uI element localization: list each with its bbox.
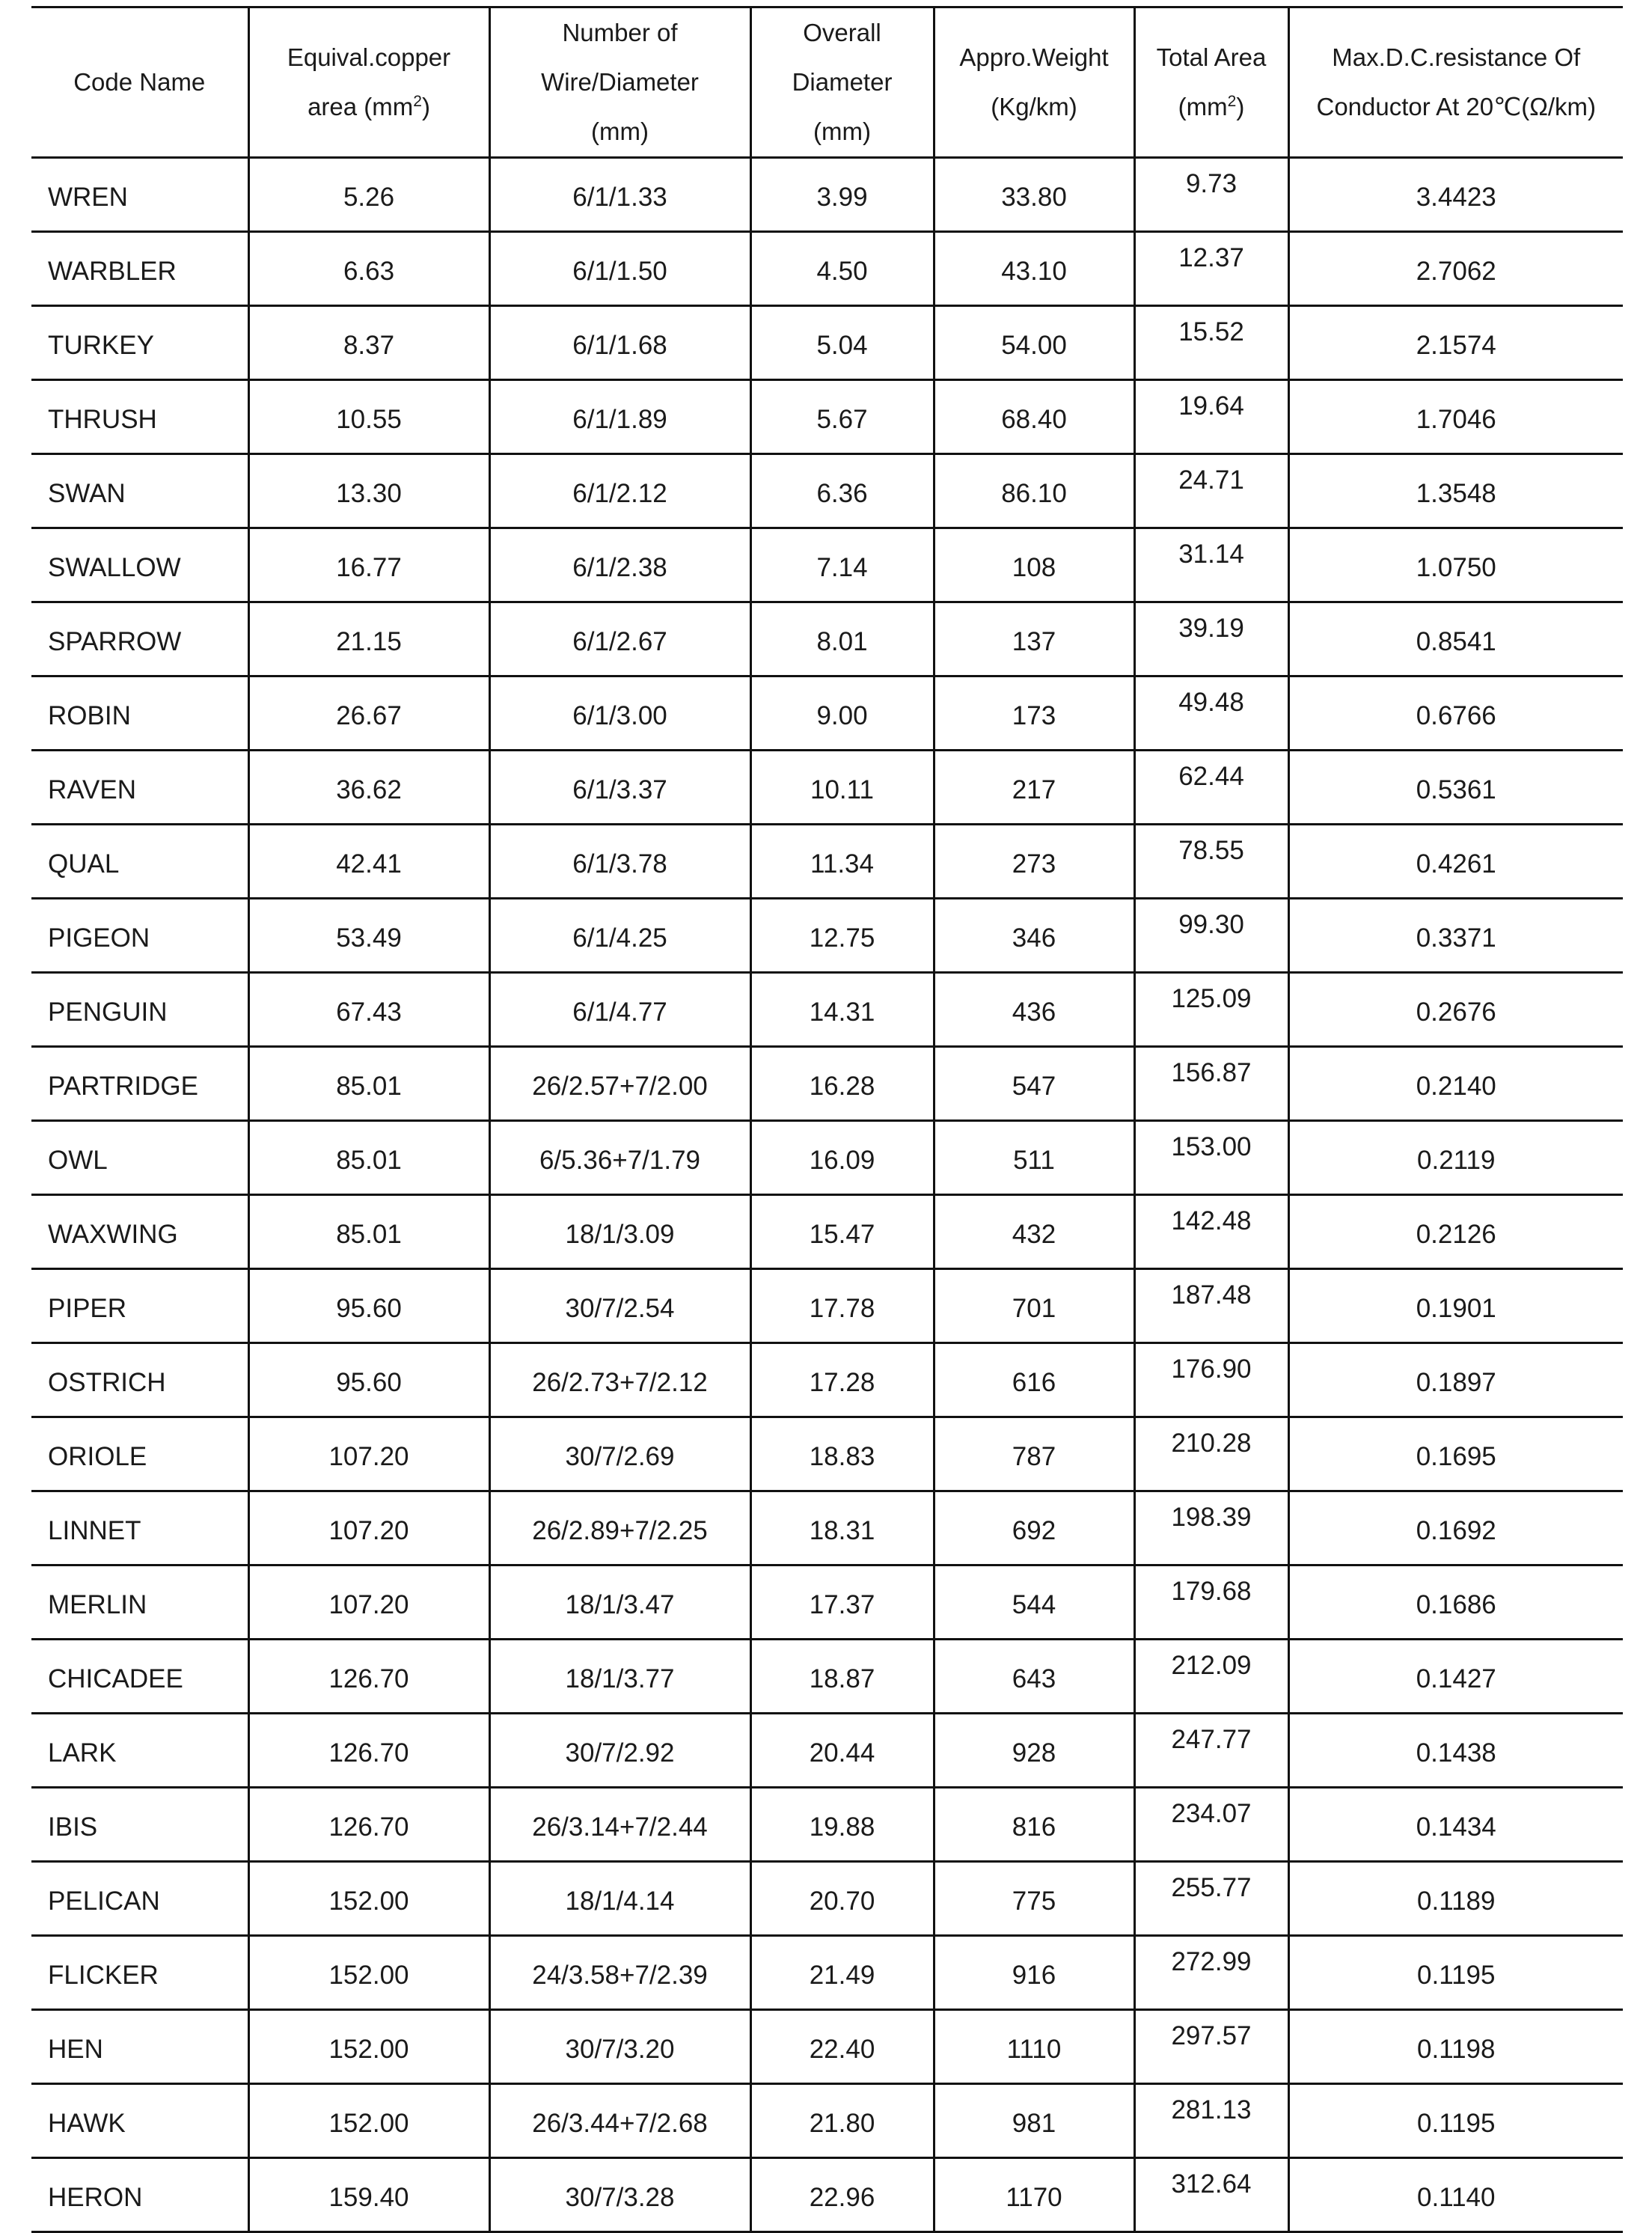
wire-diameter-cell: 30/7/2.69 (489, 1417, 750, 1491)
equival-copper-area-cell: 126.70 (248, 1788, 489, 1862)
table-row (31, 825, 1623, 899)
equival-copper-area-cell: 159.40 (248, 2158, 489, 2232)
header-number-of-wire-diameter (489, 7, 750, 158)
table-row (31, 1343, 1623, 1417)
wire-diameter-cell: 26/2.73+7/2.12 (489, 1343, 750, 1417)
overall-diameter-cell: 19.88 (750, 1788, 934, 1862)
overall-diameter-cell: 15.47 (750, 1195, 934, 1269)
code-name-cell: PIGEON (31, 899, 248, 973)
equival-copper-area-cell: 126.70 (248, 1714, 489, 1788)
overall-diameter-cell: 22.96 (750, 2158, 934, 2232)
overall-diameter-cell: 8.01 (750, 602, 934, 676)
header-appro-weight (934, 7, 1134, 158)
total-area-cell: 297.57 (1134, 2010, 1288, 2084)
code-name-cell: LARK (31, 1714, 248, 1788)
total-area-cell: 15.52 (1134, 306, 1288, 380)
header-overall-diameter (750, 7, 934, 158)
weight-cell: 54.00 (934, 306, 1134, 380)
table-header (31, 7, 1623, 158)
conductor-spec-table (31, 6, 1623, 2233)
weight-cell: 544 (934, 1565, 1134, 1640)
overall-diameter-cell: 12.75 (750, 899, 934, 973)
code-name-cell: THRUSH (31, 380, 248, 454)
total-area-cell: 19.64 (1134, 380, 1288, 454)
wire-diameter-cell: 6/1/2.38 (489, 528, 750, 602)
equival-copper-area-cell: 42.41 (248, 825, 489, 899)
weight-cell: 787 (934, 1417, 1134, 1491)
equival-copper-area-cell: 53.49 (248, 899, 489, 973)
overall-diameter-cell: 20.70 (750, 1862, 934, 1936)
code-name-cell: ROBIN (31, 676, 248, 751)
table-body (31, 158, 1623, 2232)
header-superscript: 2 (1227, 93, 1237, 110)
header-max-dc-resistance (1288, 7, 1623, 158)
total-area-cell: 78.55 (1134, 825, 1288, 899)
wire-diameter-cell: 30/7/2.54 (489, 1269, 750, 1343)
table-row (31, 1491, 1623, 1565)
equival-copper-area-cell: 21.15 (248, 602, 489, 676)
equival-copper-area-cell: 126.70 (248, 1640, 489, 1714)
wire-diameter-cell: 26/2.57+7/2.00 (489, 1047, 750, 1121)
dc-resistance-cell: 0.1686 (1288, 1565, 1623, 1640)
table-row (31, 2084, 1623, 2158)
overall-diameter-cell: 17.37 (750, 1565, 934, 1640)
overall-diameter-cell: 17.28 (750, 1343, 934, 1417)
overall-diameter-cell: 20.44 (750, 1714, 934, 1788)
weight-cell: 432 (934, 1195, 1134, 1269)
overall-diameter-cell: 6.36 (750, 454, 934, 528)
total-area-cell: 247.77 (1134, 1714, 1288, 1788)
wire-diameter-cell: 18/1/4.14 (489, 1862, 750, 1936)
weight-cell: 68.40 (934, 380, 1134, 454)
total-area-cell: 125.09 (1134, 973, 1288, 1047)
total-area-cell: 272.99 (1134, 1936, 1288, 2010)
overall-diameter-cell: 11.34 (750, 825, 934, 899)
dc-resistance-cell: 0.1427 (1288, 1640, 1623, 1714)
overall-diameter-cell: 21.80 (750, 2084, 934, 2158)
header-line: (mm (1178, 93, 1228, 120)
table-row (31, 1047, 1623, 1121)
overall-diameter-cell: 18.83 (750, 1417, 934, 1491)
code-name-cell: WAXWING (31, 1195, 248, 1269)
overall-diameter-cell: 5.67 (750, 380, 934, 454)
wire-diameter-cell: 26/2.89+7/2.25 (489, 1491, 750, 1565)
total-area-cell: 62.44 (1134, 751, 1288, 825)
header-line: Conductor At 20℃(Ω/km) (1316, 93, 1597, 120)
weight-cell: 981 (934, 2084, 1134, 2158)
equival-copper-area-cell: 152.00 (248, 1862, 489, 1936)
weight-cell: 137 (934, 602, 1134, 676)
header-line: area (mm (308, 93, 414, 120)
table-row (31, 306, 1623, 380)
table-row (31, 676, 1623, 751)
wire-diameter-cell: 18/1/3.09 (489, 1195, 750, 1269)
code-name-cell: RAVEN (31, 751, 248, 825)
overall-diameter-cell: 4.50 (750, 232, 934, 306)
wire-diameter-cell: 30/7/2.92 (489, 1714, 750, 1788)
equival-copper-area-cell: 107.20 (248, 1565, 489, 1640)
dc-resistance-cell: 0.1195 (1288, 1936, 1623, 2010)
overall-diameter-cell: 9.00 (750, 676, 934, 751)
table-row (31, 1862, 1623, 1936)
dc-resistance-cell: 3.4423 (1288, 158, 1623, 232)
weight-cell: 616 (934, 1343, 1134, 1417)
table-row (31, 1640, 1623, 1714)
code-name-cell: SWAN (31, 454, 248, 528)
equival-copper-area-cell: 8.37 (248, 306, 489, 380)
overall-diameter-cell: 7.14 (750, 528, 934, 602)
overall-diameter-cell: 21.49 (750, 1936, 934, 2010)
dc-resistance-cell: 0.1438 (1288, 1714, 1623, 1788)
header-line: Code Name (73, 68, 206, 96)
dc-resistance-cell: 0.1195 (1288, 2084, 1623, 2158)
dc-resistance-cell: 0.6766 (1288, 676, 1623, 751)
code-name-cell: HEN (31, 2010, 248, 2084)
header-total-area (1134, 7, 1288, 158)
weight-cell: 273 (934, 825, 1134, 899)
wire-diameter-cell: 6/1/1.50 (489, 232, 750, 306)
weight-cell: 701 (934, 1269, 1134, 1343)
wire-diameter-cell: 26/3.44+7/2.68 (489, 2084, 750, 2158)
weight-cell: 346 (934, 899, 1134, 973)
code-name-cell: HERON (31, 2158, 248, 2232)
code-name-cell: TURKEY (31, 306, 248, 380)
weight-cell: 511 (934, 1121, 1134, 1195)
header-line: (mm) (591, 117, 649, 145)
overall-diameter-cell: 16.28 (750, 1047, 934, 1121)
wire-diameter-cell: 26/3.14+7/2.44 (489, 1788, 750, 1862)
table-row (31, 1936, 1623, 2010)
dc-resistance-cell: 0.1198 (1288, 2010, 1623, 2084)
equival-copper-area-cell: 85.01 (248, 1195, 489, 1269)
table-row (31, 454, 1623, 528)
wire-diameter-cell: 6/1/1.33 (489, 158, 750, 232)
weight-cell: 1110 (934, 2010, 1134, 2084)
table-row (31, 602, 1623, 676)
code-name-cell: OSTRICH (31, 1343, 248, 1417)
total-area-cell: 312.64 (1134, 2158, 1288, 2232)
wire-diameter-cell: 6/1/1.68 (489, 306, 750, 380)
dc-resistance-cell: 0.8541 (1288, 602, 1623, 676)
code-name-cell: CHICADEE (31, 1640, 248, 1714)
table-row (31, 2010, 1623, 2084)
total-area-cell: 31.14 (1134, 528, 1288, 602)
wire-diameter-cell: 6/5.36+7/1.79 (489, 1121, 750, 1195)
table-row (31, 1269, 1623, 1343)
dc-resistance-cell: 0.5361 (1288, 751, 1623, 825)
wire-diameter-cell: 6/1/1.89 (489, 380, 750, 454)
overall-diameter-cell: 18.87 (750, 1640, 934, 1714)
equival-copper-area-cell: 107.20 (248, 1417, 489, 1491)
dc-resistance-cell: 0.4261 (1288, 825, 1623, 899)
overall-diameter-cell: 18.31 (750, 1491, 934, 1565)
code-name-cell: SWALLOW (31, 528, 248, 602)
equival-copper-area-cell: 152.00 (248, 1936, 489, 2010)
header-line: (mm) (813, 117, 871, 145)
code-name-cell: LINNET (31, 1491, 248, 1565)
dc-resistance-cell: 0.1434 (1288, 1788, 1623, 1862)
code-name-cell: QUAL (31, 825, 248, 899)
dc-resistance-cell: 0.2676 (1288, 973, 1623, 1047)
table-row (31, 1788, 1623, 1862)
weight-cell: 916 (934, 1936, 1134, 2010)
total-area-cell: 281.13 (1134, 2084, 1288, 2158)
table-row (31, 973, 1623, 1047)
overall-diameter-cell: 17.78 (750, 1269, 934, 1343)
wire-diameter-cell: 30/7/3.28 (489, 2158, 750, 2232)
code-name-cell: PELICAN (31, 1862, 248, 1936)
weight-cell: 43.10 (934, 232, 1134, 306)
equival-copper-area-cell: 6.63 (248, 232, 489, 306)
total-area-cell: 187.48 (1134, 1269, 1288, 1343)
code-name-cell: FLICKER (31, 1936, 248, 2010)
weight-cell: 217 (934, 751, 1134, 825)
dc-resistance-cell: 1.0750 (1288, 528, 1623, 602)
header-line: Diameter (792, 68, 893, 96)
weight-cell: 692 (934, 1491, 1134, 1565)
weight-cell: 436 (934, 973, 1134, 1047)
overall-diameter-cell: 22.40 (750, 2010, 934, 2084)
header-line: ) (1236, 93, 1245, 120)
header-line: Total Area (1156, 43, 1267, 71)
dc-resistance-cell: 0.1140 (1288, 2158, 1623, 2232)
equival-copper-area-cell: 95.60 (248, 1343, 489, 1417)
dc-resistance-cell: 0.1897 (1288, 1343, 1623, 1417)
equival-copper-area-cell: 13.30 (248, 454, 489, 528)
header-line: (Kg/km) (991, 93, 1077, 120)
code-name-cell: HAWK (31, 2084, 248, 2158)
total-area-cell: 9.73 (1134, 158, 1288, 232)
equival-copper-area-cell: 36.62 (248, 751, 489, 825)
equival-copper-area-cell: 26.67 (248, 676, 489, 751)
table-row (31, 1121, 1623, 1195)
equival-copper-area-cell: 85.01 (248, 1047, 489, 1121)
weight-cell: 775 (934, 1862, 1134, 1936)
code-name-cell: PENGUIN (31, 973, 248, 1047)
header-line: Equival.copper (287, 43, 451, 71)
dc-resistance-cell: 2.1574 (1288, 306, 1623, 380)
total-area-cell: 153.00 (1134, 1121, 1288, 1195)
code-name-cell: SPARROW (31, 602, 248, 676)
wire-diameter-cell: 6/1/2.67 (489, 602, 750, 676)
table-row (31, 751, 1623, 825)
table-row (31, 2158, 1623, 2232)
code-name-cell: PARTRIDGE (31, 1047, 248, 1121)
equival-copper-area-cell: 152.00 (248, 2010, 489, 2084)
code-name-cell: OWL (31, 1121, 248, 1195)
total-area-cell: 234.07 (1134, 1788, 1288, 1862)
table-row (31, 1195, 1623, 1269)
dc-resistance-cell: 0.3371 (1288, 899, 1623, 973)
total-area-cell: 49.48 (1134, 676, 1288, 751)
wire-diameter-cell: 6/1/3.78 (489, 825, 750, 899)
equival-copper-area-cell: 107.20 (248, 1491, 489, 1565)
code-name-cell: WREN (31, 158, 248, 232)
weight-cell: 33.80 (934, 158, 1134, 232)
dc-resistance-cell: 0.1695 (1288, 1417, 1623, 1491)
total-area-cell: 156.87 (1134, 1047, 1288, 1121)
overall-diameter-cell: 10.11 (750, 751, 934, 825)
header-line: Wire/Diameter (541, 68, 699, 96)
header-equival-copper-area (248, 7, 489, 158)
wire-diameter-cell: 30/7/3.20 (489, 2010, 750, 2084)
table-row (31, 158, 1623, 232)
total-area-cell: 176.90 (1134, 1343, 1288, 1417)
weight-cell: 643 (934, 1640, 1134, 1714)
table-row (31, 232, 1623, 306)
total-area-cell: 142.48 (1134, 1195, 1288, 1269)
overall-diameter-cell: 3.99 (750, 158, 934, 232)
wire-diameter-cell: 6/1/2.12 (489, 454, 750, 528)
equival-copper-area-cell: 67.43 (248, 973, 489, 1047)
overall-diameter-cell: 5.04 (750, 306, 934, 380)
weight-cell: 108 (934, 528, 1134, 602)
header-row (31, 7, 1623, 158)
weight-cell: 86.10 (934, 454, 1134, 528)
header-line: Max.D.C.resistance Of (1332, 43, 1581, 71)
dc-resistance-cell: 1.3548 (1288, 454, 1623, 528)
dc-resistance-cell: 2.7062 (1288, 232, 1623, 306)
code-name-cell: MERLIN (31, 1565, 248, 1640)
total-area-cell: 39.19 (1134, 602, 1288, 676)
code-name-cell: IBIS (31, 1788, 248, 1862)
header-line: Overall (803, 19, 881, 46)
overall-diameter-cell: 16.09 (750, 1121, 934, 1195)
dc-resistance-cell: 0.1189 (1288, 1862, 1623, 1936)
total-area-cell: 212.09 (1134, 1640, 1288, 1714)
weight-cell: 547 (934, 1047, 1134, 1121)
table-row (31, 528, 1623, 602)
wire-diameter-cell: 24/3.58+7/2.39 (489, 1936, 750, 2010)
header-line: Number of (562, 19, 678, 46)
code-name-cell: WARBLER (31, 232, 248, 306)
table-row (31, 899, 1623, 973)
weight-cell: 173 (934, 676, 1134, 751)
code-name-cell: ORIOLE (31, 1417, 248, 1491)
dc-resistance-cell: 0.2126 (1288, 1195, 1623, 1269)
wire-diameter-cell: 6/1/4.25 (489, 899, 750, 973)
code-name-cell: PIPER (31, 1269, 248, 1343)
dc-resistance-cell: 0.2119 (1288, 1121, 1623, 1195)
equival-copper-area-cell: 10.55 (248, 380, 489, 454)
equival-copper-area-cell: 16.77 (248, 528, 489, 602)
wire-diameter-cell: 6/1/3.37 (489, 751, 750, 825)
table-row (31, 1417, 1623, 1491)
table-row (31, 380, 1623, 454)
total-area-cell: 24.71 (1134, 454, 1288, 528)
header-line: ) (421, 93, 430, 120)
equival-copper-area-cell: 85.01 (248, 1121, 489, 1195)
table-row (31, 1714, 1623, 1788)
dc-resistance-cell: 0.2140 (1288, 1047, 1623, 1121)
dc-resistance-cell: 0.1901 (1288, 1269, 1623, 1343)
dc-resistance-cell: 1.7046 (1288, 380, 1623, 454)
weight-cell: 928 (934, 1714, 1134, 1788)
overall-diameter-cell: 14.31 (750, 973, 934, 1047)
table-row (31, 1565, 1623, 1640)
dc-resistance-cell: 0.1692 (1288, 1491, 1623, 1565)
total-area-cell: 179.68 (1134, 1565, 1288, 1640)
weight-cell: 1170 (934, 2158, 1134, 2232)
total-area-cell: 99.30 (1134, 899, 1288, 973)
equival-copper-area-cell: 5.26 (248, 158, 489, 232)
equival-copper-area-cell: 95.60 (248, 1269, 489, 1343)
total-area-cell: 198.39 (1134, 1491, 1288, 1565)
weight-cell: 816 (934, 1788, 1134, 1862)
wire-diameter-cell: 6/1/3.00 (489, 676, 750, 751)
wire-diameter-cell: 6/1/4.77 (489, 973, 750, 1047)
total-area-cell: 255.77 (1134, 1862, 1288, 1936)
equival-copper-area-cell: 152.00 (248, 2084, 489, 2158)
header-line: Appro.Weight (959, 43, 1109, 71)
total-area-cell: 12.37 (1134, 232, 1288, 306)
total-area-cell: 210.28 (1134, 1417, 1288, 1491)
header-superscript: 2 (413, 93, 422, 110)
wire-diameter-cell: 18/1/3.77 (489, 1640, 750, 1714)
wire-diameter-cell: 18/1/3.47 (489, 1565, 750, 1640)
header-code-name (31, 7, 248, 158)
